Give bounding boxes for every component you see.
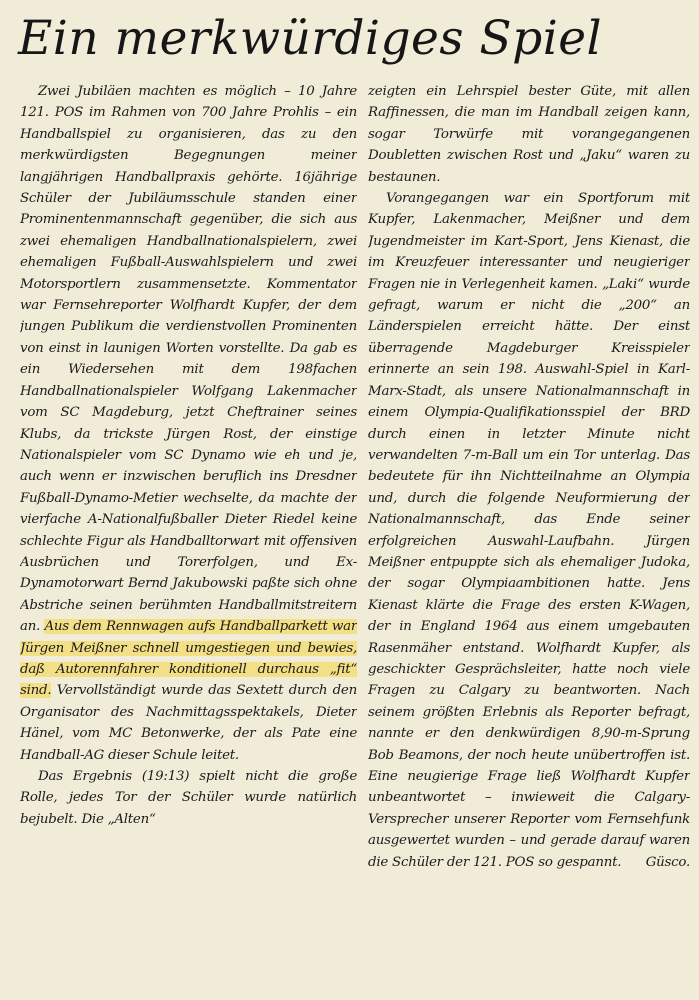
paragraph: Das Ergebnis (19:13) spielt nicht die große Rolle, jedes Tor der Schüler wurde natürlich bejubelt. Die „Alten“: [20, 769, 357, 827]
paragraph: [20, 81, 357, 766]
paragraph: zeigten ein Lehrspiel bester Güte, mit allen Raffinessen, die man im Handball zeigen kann, sogar Torwürfe mit vorangegangenen Doubletten zwischen Rost und „Jaku“ waren zu bestaunen.: [368, 84, 690, 185]
paragraph: [368, 188, 690, 873]
paragraph-text: Zwei Jubiläen machten es möglich – 10 Jahre 121. POS im Rahmen von 700 Jahre Prohlis – ein Handballspiel zu organisieren, das zu den merkwürdigsten Begegnungen meiner langjährigen Handballpraxis gehörte. 16jährige Schüler der Jubiläumsschule standen einer Prominentenmannschaft gegenüber, die sich aus zwei ehemaligen Handballnationalspielern, zwei ehemaligen Fußball-Auswahlspielern und zwei Motorsportlern zusammensetzte. Kommentator war Fernsehreporter Wolfhardt Kupfer, der dem jungen Publikum die verdienstvollen Prominenten von einst in launigen Worten vorstellte. Da gab es ein Wiedersehen mit dem 198fachen Handballnationalspieler Wolfgang Lakenmacher vom SC Magdeburg, jetzt Cheftrainer seines Klubs, da trickste Jürgen Rost, der einstige Nationalspieler vom SC Dynamo wie eh und je, auch wenn er inzwischen beruflich ins Dresdner Fußball-Dynamo-Metier wechselte, da machte der vierfache A-Nationalfußballer Dieter Riedel keine schlechte Figur als Handballtorwart mit offensiven Ausbrüchen und Torerfolgen, und Ex-Dynamotorwart Bernd Jakubowski paßte sich ohne Abstriche seinen berühmten Handballmitstreitern an.: [20, 84, 357, 635]
article-column-right: [368, 81, 690, 996]
paragraph-text: Vorangegangen war ein Sportforum mit Kupfer, Lakenmacher, Meißner und dem Jugendmeister im Kart-Sport, Jens Kienast, die im Kreuzfeuer interessanter und neugieriger Fragen nie in Verlegenheit kamen. „Laki“ wurde gefragt, warum er nicht die „200“ an Länderspielen erreicht hätte. Der einst überragende Magdeburger Kreisspieler erinnerte an sein 198. Auswahl-Spiel in Karl-Marx-Stadt, als unsere Nationalmannschaft in einem Olympia-Qualifikationsspiel der BRD durch einen in letzter Minute nicht verwandelten 7-m-Ball um ein Tor unterlag. Das bedeutete für ihn Nichtteilnahme an Olympia und, durch die folgende Neuformierung der Nationalmannschaft, das Ende seiner erfolgreichen Auswahl-Laufbahn. Jürgen Meißner entpuppte sich als ehemaliger Judoka, der sogar Olympiaambitionen hatte. Jens Kienast klärte die Frage des ersten K-Wagen, der in England 1964 aus einem umgebauten Rasenmäher entstand. Wolfhardt Kupfer, als geschickter Gesprächsleiter, hatte noch viele Fragen zu Calgary zu beantworten. Nach seinem größten Erlebnis als Reporter befragt, nannte er den denkwürdigen 8,90-m-Sprung Bob Beamons, der noch heute unübertroffen ist. Eine neugierige Frage ließ Wolfhardt Kupfer unbeantwortet – inwieweit die Calgary-Versprecher unserer Reporter vom Fernsehfunk ausgewertet wurden – und gerade darauf waren die Schüler der 121. POS so gespannt.: [368, 191, 690, 870]
headline: Ein merkwürdiges Spiel: [18, 11, 603, 66]
paragraph-text: Vervollständigt wurde das Sextett durch den Organisator des Nachmittagsspektakels, Dieter Hänel, vom MC Betonwerke, der als Pate eine Handball-AG dieser Schule leitet.: [20, 683, 357, 763]
article-column-left: [20, 81, 357, 996]
highlighted-passage: Aus dem Rennwagen aufs Handballparkett war Jürgen Meißner schnell umgestiegen und bewies, daß Autorennfahrer konditionell durchaus „fit“ sind.: [20, 619, 357, 699]
author-signature: Güsco.: [645, 854, 690, 870]
